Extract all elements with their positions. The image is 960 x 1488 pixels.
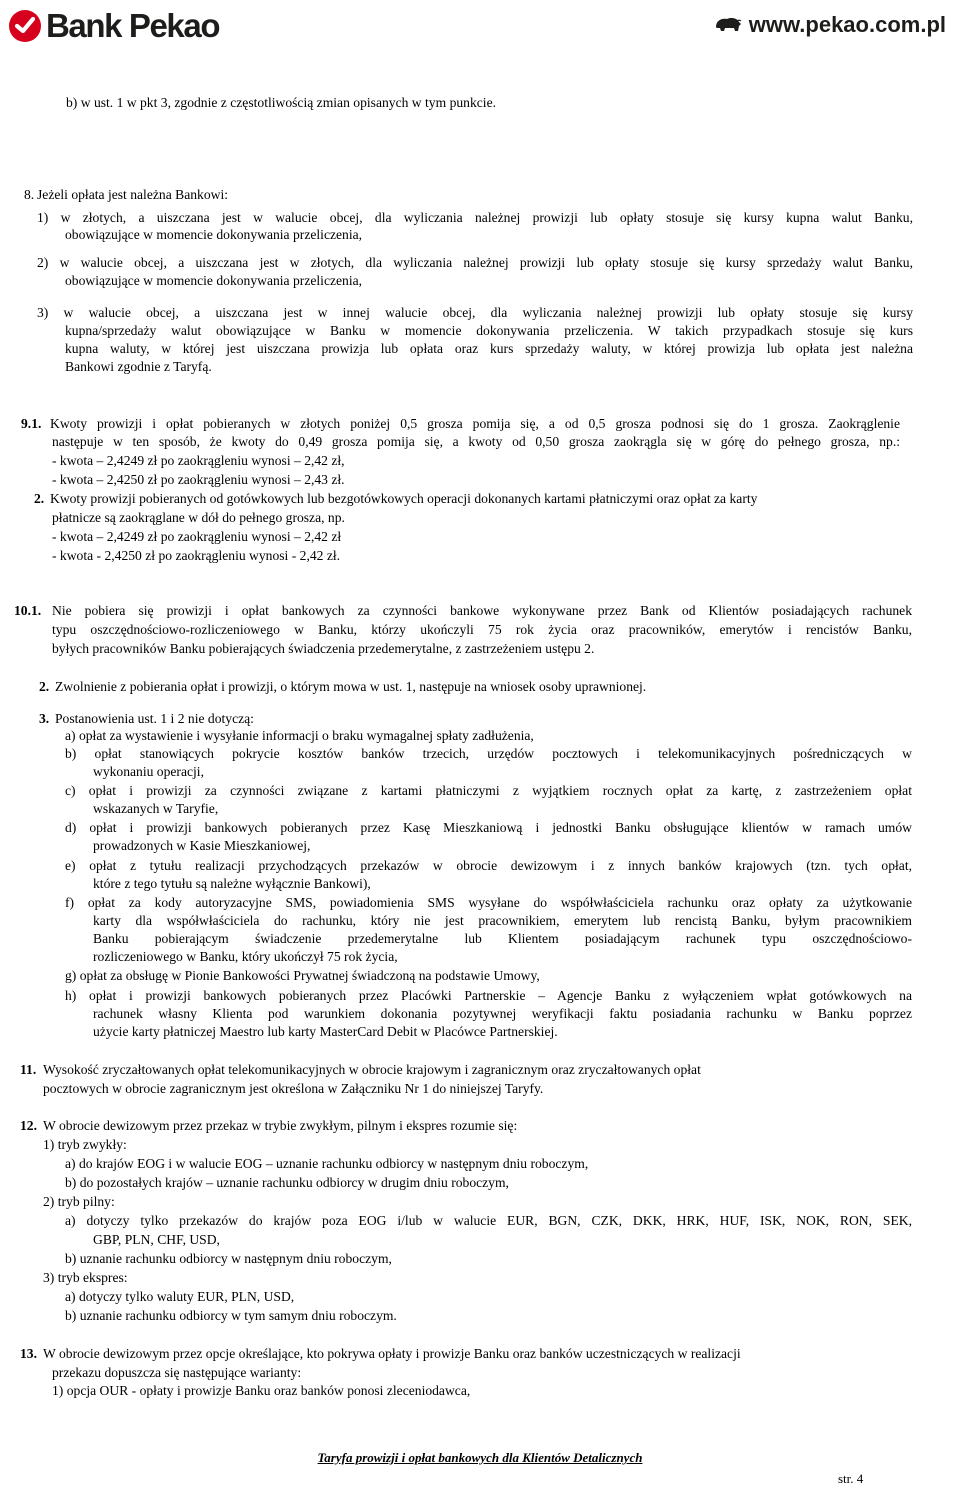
bank-name: Bank Pekao: [46, 7, 220, 44]
text-line: Bankowi zgodnie z Taryfą.: [65, 359, 212, 374]
text-line: pocztowych w obrocie zagranicznym jest określona w Załączniku Nr 1 do niniejszej Taryfy.: [43, 1081, 544, 1096]
list-item: b) uznanie rachunku odbiorcy w tym samym dniu roboczym.: [65, 1308, 397, 1323]
list-item-cont: rachunek własny Klienta pod warunkiem dokonania pozytywnej weryfikacji faktu posiadania rachunku w Banku poprzez: [93, 1006, 912, 1021]
text-line: płatnicze są zaokrąglane w dół do pełnego grosza, np.: [52, 510, 345, 525]
list-item: h) opłat i prowizji bankowych pobieranych przez Placówki Partnerskie – Agencje Banku z wyłączeniem wpłat gotówkowych na: [65, 988, 912, 1003]
list-item: a) opłat za wystawienie i wysyłanie informacji o braku wymagalnej spłaty zadłużenia,: [65, 728, 534, 743]
section-number: 3.: [39, 711, 50, 726]
list-item: 3) tryb ekspres:: [43, 1270, 128, 1285]
list-item: a) dotyczy tylko waluty EUR, PLN, USD,: [65, 1289, 295, 1304]
text-line: b) w ust. 1 w pkt 3, zgodnie z częstotliwością zmian opisanych w tym punkcie.: [66, 95, 496, 110]
list-item-cont: wskazanych w Taryfie,: [93, 801, 219, 816]
list-item: a) do krajów EOG i w walucie EOG – uznanie rachunku odbiorcy w następnym dniu roboczym,: [65, 1156, 589, 1171]
text-line: Wysokość zryczałtowanych opłat telekomunikacyjnych w obrocie krajowym i zagranicznym oraz zryczałtowanych opłat: [43, 1062, 701, 1077]
page-number: str. 4: [838, 1471, 864, 1486]
text-line: następuje w ten sposób, że kwoty do 0,49 grosza pomija się, a kwoty od 0,50 grosza zaokrągla się w górę do pełnego grosza, np.:: [52, 434, 900, 449]
section-number: 11.: [20, 1062, 37, 1077]
website-url[interactable]: www.pekao.com.pl: [748, 12, 946, 37]
text-line: Jeżeli opłata jest należna Bankowi:: [37, 187, 228, 202]
text-line: Nie pobiera się prowizji i opłat bankowych za czynności bankowe wykonywane przez Bank od Klientów posiadających rachunek: [52, 603, 912, 618]
list-item: b) opłat stanowiących pokrycie kosztów banków trzecich, urzędów pocztowych i telekomunikacyjnych pośredniczących w: [65, 746, 912, 761]
list-item-cont: wykonaniu operacji,: [93, 764, 204, 779]
section-number: 2.: [39, 679, 50, 694]
text-line: byłych pracowników Banku pobierających świadczenia przedemerytalne, z zastrzeżeniem ustępu 2.: [52, 641, 595, 656]
section-number: 2.: [34, 491, 45, 506]
footer-title: Taryfa prowizji i opłat bankowych dla Klientów Detalicznych: [317, 1450, 643, 1465]
bank-logo: [8, 8, 219, 44]
list-item: a) dotyczy tylko przekazów do krajów poza EOG i/lub w walucie EUR, BGN, CZK, DKK, HRK, HUF, ISK, NOK, RON, SEK,: [65, 1213, 912, 1228]
text-line: W obrocie dewizowym przez przekaz w trybie zwykłym, pilnym i ekspres rozumie się:: [43, 1118, 518, 1133]
list-item-cont: karty dla współwłaściciela do rachunku, który nie jest pracownikiem, emerytem lub rencistą Banku, byłym pracownikiem: [93, 913, 912, 928]
text-line: - kwota – 2,4250 zł po zaokrągleniu wynosi – 2,43 zł.: [52, 472, 345, 487]
section-number: 10.1.: [14, 603, 42, 618]
text-line: 1) opcja OUR - opłaty i prowizje Banku oraz banków ponosi zleceniodawca,: [52, 1383, 471, 1398]
list-item: g) opłat za obsługę w Pionie Bankowości Prywatnej świadczoną na podstawie Umowy,: [65, 968, 540, 983]
text-line: 1) w złotych, a uiszczana jest w walucie obcej, dla wyliczania należnej prowizji lub opłaty stosuje się kursy kupna walut Banku,: [37, 210, 913, 225]
text-line: typu oszczędnościowo-rozliczeniowego w Banku, którzy ukończyli 75 rok życia oraz pracowników, emerytów i rencistów Banku,: [52, 622, 912, 637]
text-line: obowiązujące w momencie dokonywania przeliczenia,: [65, 227, 363, 242]
text-line: Zwolnienie z pobierania opłat i prowizji, o którym mowa w ust. 1, następuje na wniosek osoby uprawnionej.: [55, 679, 647, 694]
list-item: c) opłat i prowizji za czynności związane z kartami płatniczymi z wyjątkiem rocznych opłat za kartę, z zastrzeżeniem opłat: [65, 783, 912, 798]
text-line: W obrocie dewizowym przez opcje określające, kto pokrywa opłaty i prowizje Banku oraz banków uczestniczących w realizacji: [43, 1346, 741, 1361]
page-header: [0, 0, 960, 48]
text-line: 3) w walucie obcej, a uiszczana jest w innej walucie obcej, dla wyliczania należnej prowizji lub opłaty stosuje się kursy: [37, 305, 913, 320]
list-item-cont: rozliczeniowego w Banku, który ukończył 75 rok życia,: [93, 949, 398, 964]
bison-icon: [713, 15, 743, 35]
list-item: b) uznanie rachunku odbiorcy w następnym dniu roboczym,: [65, 1251, 392, 1266]
section-number: 9.1.: [21, 416, 42, 431]
list-item-cont: które z tego tytułu są należne wyłącznie Bankowi),: [93, 876, 371, 891]
list-item-cont: użycie karty płatniczej Maestro lub karty MasterCard Debit w Placówce Partnerskiej.: [93, 1024, 558, 1039]
list-item-cont: Banku pobierającym świadczenie przedemerytalne lub Klientem posiadającym rachunek typu oszczędnościowo-: [93, 931, 912, 946]
list-item-cont: GBP, PLN, CHF, USD,: [93, 1232, 220, 1247]
section-number: 8.: [24, 187, 35, 202]
text-line: Postanowienia ust. 1 i 2 nie dotyczą:: [55, 711, 254, 726]
list-item: e) opłat z tytułu realizacji przychodzących przekazów w obrocie dewizowym i z innych banków krajowych (tzn. tych opłat,: [65, 858, 912, 873]
text-line: - kwota – 2,4249 zł po zaokrągleniu wynosi – 2,42 zł: [52, 529, 342, 544]
list-item: 1) tryb zwykły:: [43, 1137, 127, 1152]
list-item: b) do pozostałych krajów – uznanie rachunku odbiorcy w drugim dniu roboczym,: [65, 1175, 509, 1190]
text-line: kupna waluty, w której jest uiszczana prowizja lub opłata oraz kurs sprzedaży waluty, w której prowizja lub opłata jest należna: [65, 341, 913, 356]
website-block: [713, 12, 946, 38]
list-item: d) opłat i prowizji bankowych pobieranych przez Kasę Mieszkaniową i jednostki Banku obsługujące klientów w ramach umów: [65, 820, 912, 835]
pekao-logo-icon: [8, 9, 42, 43]
text-line: Kwoty prowizji i opłat pobieranych w złotych poniżej 0,5 grosza pomija się, a od 0,5 grosza podnosi się do 1 grosza. Zaokrąglenie: [50, 416, 900, 431]
list-item-cont: prowadzonych w Kasie Mieszkaniowej,: [93, 838, 311, 853]
text-line: 2) w walucie obcej, a uiszczana jest w złotych, dla wyliczania należnej prowizji lub opłaty stosuje się kursy sprzedaży walut Banku,: [37, 255, 913, 270]
text-line: - kwota - 2,4250 zł po zaokrągleniu wynosi - 2,42 zł.: [52, 548, 341, 563]
text-line: kupna/sprzedaży walut obowiązujące w Banku w momencie dokonywania przeliczenia. W takich przypadkach stosuje się kurs: [65, 323, 913, 338]
text-line: przekazu dopuszcza się następujące warianty:: [52, 1365, 302, 1380]
text-line: obowiązujące w momencie dokonywania przeliczenia,: [65, 273, 363, 288]
text-line: - kwota – 2,4249 zł po zaokrągleniu wynosi – 2,42 zł,: [52, 453, 345, 468]
list-item: f) opłat za kody autoryzacyjne SMS, powiadomienia SMS wysyłane do współwłaściciela rachunku oraz opłaty za użytkowanie: [65, 895, 912, 910]
text-line: Kwoty prowizji pobieranych od gotówkowych lub bezgotówkowych operacji dokonanych kartami płatniczymi oraz opłat za karty: [50, 491, 758, 506]
section-number: 13.: [20, 1346, 37, 1361]
list-item: 2) tryb pilny:: [43, 1194, 115, 1209]
section-number: 12.: [20, 1118, 37, 1133]
